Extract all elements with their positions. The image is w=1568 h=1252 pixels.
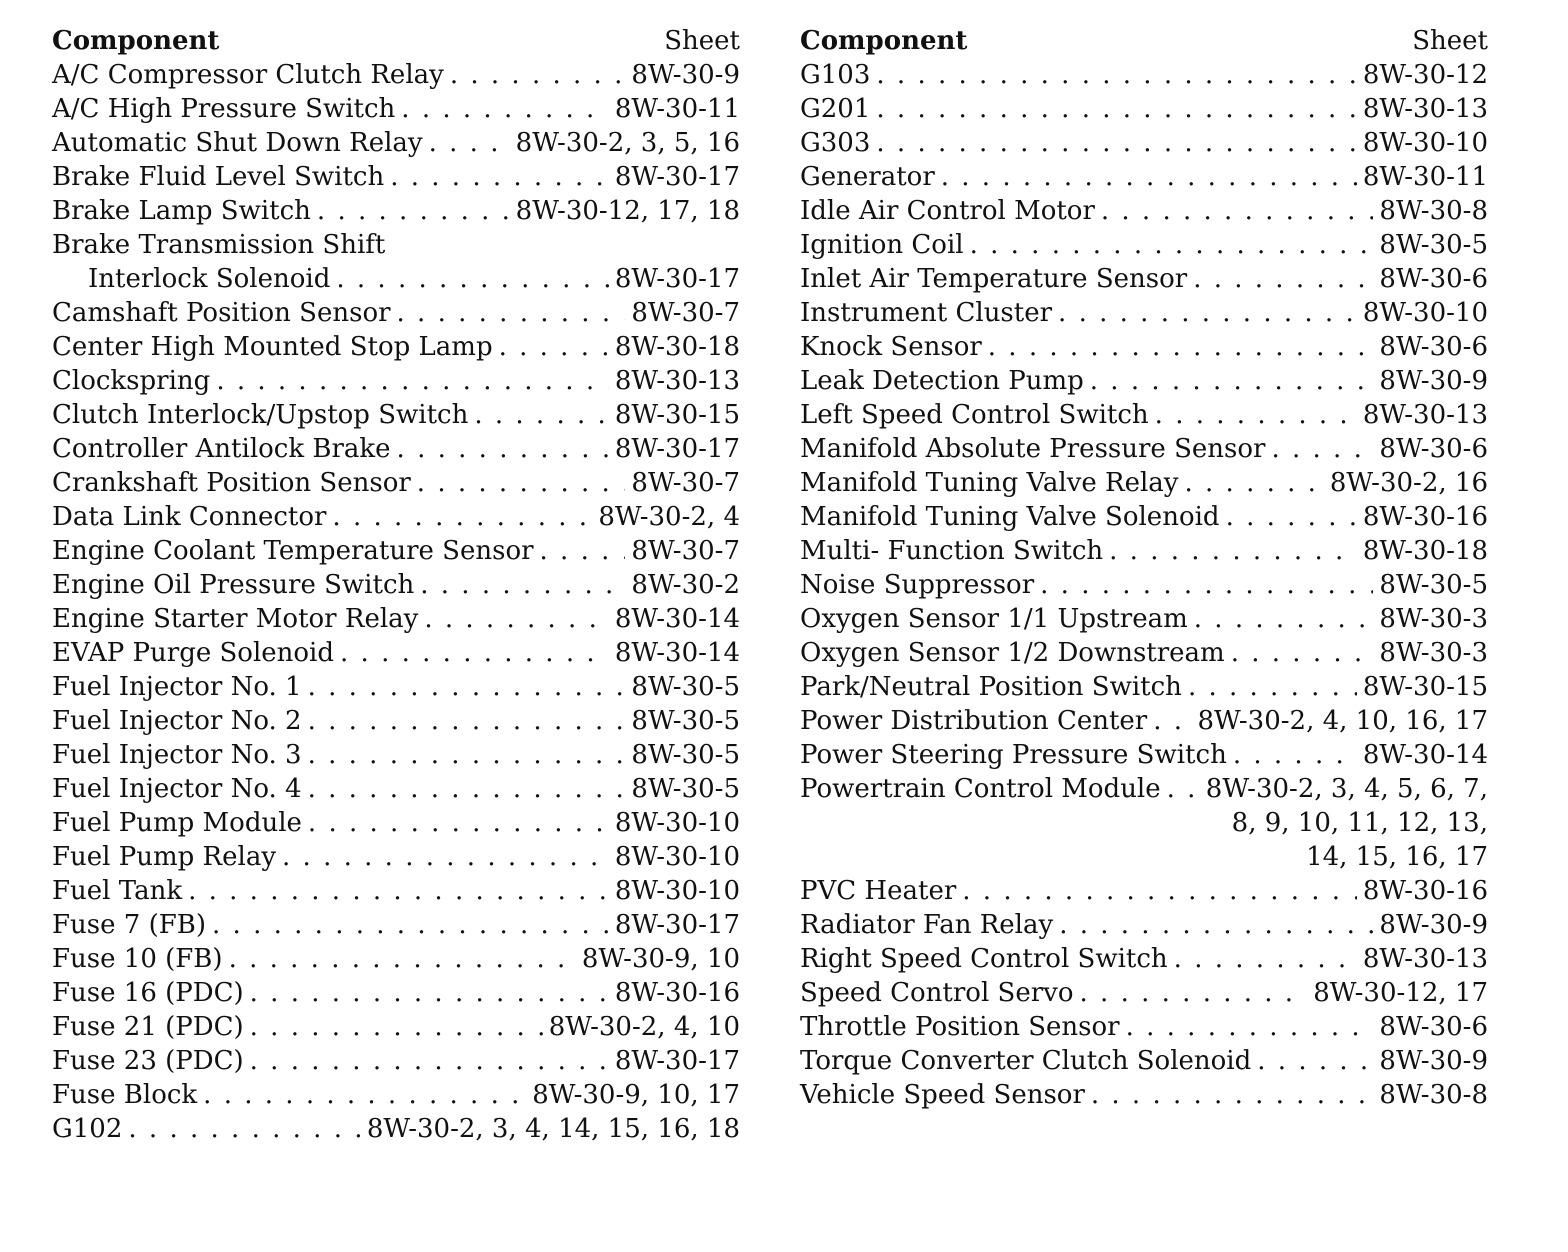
column-header xyxy=(52,26,740,60)
list-item xyxy=(52,298,740,332)
list-item xyxy=(800,400,1488,434)
component-name: Controller Antilock Brake xyxy=(52,434,391,464)
list-item xyxy=(800,1046,1488,1080)
list-item xyxy=(800,434,1488,468)
list-item xyxy=(800,876,1488,910)
sheet-reference: 8W-30-2, 4, 10 xyxy=(548,1012,740,1042)
sheet-reference: 8W-30-14 xyxy=(614,604,740,634)
component-name: Ignition Coil xyxy=(800,230,964,260)
component-name: Interlock Solenoid xyxy=(88,264,331,294)
dot-leader xyxy=(1126,1012,1374,1042)
sheet-reference: 8W-30-14 xyxy=(614,638,740,668)
sheet-reference: 8W-30-6 xyxy=(1379,264,1488,294)
sheet-reference: 8W-30-14 xyxy=(1362,740,1488,770)
component-name: Center High Mounted Stop Lamp xyxy=(52,332,493,362)
dot-leader xyxy=(1193,264,1373,294)
dot-leader xyxy=(390,162,609,192)
dot-leader xyxy=(1188,672,1357,702)
component-name: Power Steering Pressure Switch xyxy=(800,740,1227,770)
sheet-reference: 8W-30-6 xyxy=(1379,1012,1488,1042)
dot-leader xyxy=(1167,774,1200,804)
dot-leader xyxy=(1194,604,1374,634)
list-item xyxy=(800,1080,1488,1114)
sheet-reference: 8W-30-8 xyxy=(1379,1080,1488,1110)
component-name: Noise Suppressor xyxy=(800,570,1035,600)
dot-leader xyxy=(988,332,1374,362)
list-item xyxy=(52,944,740,978)
list-item xyxy=(800,196,1488,230)
sheet-reference: 8W-30-5 xyxy=(1379,570,1488,600)
list-item xyxy=(52,128,740,162)
sheet-reference: 8W-30-18 xyxy=(614,332,740,362)
component-name: A/C High Pressure Switch xyxy=(52,94,396,124)
column-header xyxy=(800,26,1488,60)
list-item xyxy=(52,332,740,366)
dot-leader xyxy=(216,366,609,396)
list-item xyxy=(52,536,740,570)
list-item xyxy=(52,434,740,468)
list-item xyxy=(800,740,1488,774)
dot-leader xyxy=(188,876,609,906)
component-name: Camshaft Position Sensor xyxy=(52,298,391,328)
component-name: Inlet Air Temperature Sensor xyxy=(800,264,1188,294)
list-item xyxy=(800,638,1488,672)
component-name: Fuse 23 (PDC) xyxy=(52,1046,244,1076)
component-name: Park/Neutral Position Switch xyxy=(800,672,1182,702)
component-name: G102 xyxy=(52,1114,123,1144)
right-column xyxy=(800,26,1488,1114)
component-list xyxy=(52,60,740,1148)
list-item xyxy=(800,1012,1488,1046)
dot-leader xyxy=(203,1080,526,1110)
component-name: Oxygen Sensor 1/2 Downstream xyxy=(800,638,1225,668)
sheet-reference: 8W-30-13 xyxy=(614,366,740,396)
sheet-reference: 8W-30-18 xyxy=(1362,536,1488,566)
component-name: PVC Heater xyxy=(800,876,957,906)
sheet-reference: 8W-30-5 xyxy=(631,774,740,804)
component-name: Manifold Tuning Valve Solenoid xyxy=(800,502,1220,532)
dot-leader xyxy=(250,978,609,1008)
sheet-reference: 8W-30-8 xyxy=(1379,196,1488,226)
component-name: Powertrain Control Module xyxy=(800,774,1161,804)
dot-leader xyxy=(1271,434,1373,464)
list-item xyxy=(800,162,1488,196)
list-item xyxy=(52,706,740,740)
dot-leader xyxy=(397,298,626,328)
list-item xyxy=(52,400,740,434)
list-item xyxy=(800,672,1488,706)
component-name: Instrument Cluster xyxy=(800,298,1053,328)
dot-leader xyxy=(1091,1080,1374,1110)
dot-leader xyxy=(540,536,626,566)
sheet-reference: 8W-30-7 xyxy=(631,536,740,566)
list-item xyxy=(52,1114,740,1148)
sheet-reference: 8W-30-9 xyxy=(1379,1046,1488,1076)
dot-leader xyxy=(397,434,609,464)
component-name: Power Distribution Center xyxy=(800,706,1148,736)
component-list xyxy=(800,60,1488,1114)
sheet-reference: 8W-30-2, 4, 10, 16, 17 xyxy=(1197,706,1488,736)
dot-leader xyxy=(1185,468,1324,498)
list-item xyxy=(800,332,1488,366)
list-item xyxy=(52,468,740,502)
sheet-reference: 8W-30-6 xyxy=(1379,332,1488,362)
list-item xyxy=(52,60,740,94)
component-name: Fuel Tank xyxy=(52,876,183,906)
list-item xyxy=(52,978,740,1012)
component-name: Fuel Injector No. 1 xyxy=(52,672,302,702)
dot-leader xyxy=(1090,366,1374,396)
component-name: Brake Fluid Level Switch xyxy=(52,162,385,192)
dot-leader xyxy=(429,128,510,158)
dot-leader xyxy=(128,1114,360,1144)
dot-leader xyxy=(450,60,626,90)
list-item xyxy=(800,230,1488,264)
sheet-reference: 8W-30-9 xyxy=(1379,910,1488,940)
component-name: Multi- Function Switch xyxy=(800,536,1104,566)
component-heading: Component xyxy=(52,26,220,56)
list-item xyxy=(52,230,740,264)
dot-leader xyxy=(1257,1046,1373,1076)
dot-leader xyxy=(282,842,609,872)
list-item xyxy=(800,366,1488,400)
sheet-reference: 8W-30-17 xyxy=(614,264,740,294)
component-name: Engine Starter Motor Relay xyxy=(52,604,419,634)
component-name: G303 xyxy=(800,128,871,158)
list-item xyxy=(52,910,740,944)
list-item xyxy=(800,502,1488,536)
component-name: Torque Converter Clutch Solenoid xyxy=(800,1046,1252,1076)
component-name: Fuse 16 (PDC) xyxy=(52,978,244,1008)
list-item xyxy=(800,536,1488,570)
sheet-reference: 8W-30-2, 4 xyxy=(598,502,740,532)
dot-leader xyxy=(876,94,1356,124)
list-item xyxy=(52,774,740,808)
list-item xyxy=(800,264,1488,298)
dot-leader xyxy=(332,502,592,532)
dot-leader xyxy=(970,230,1374,260)
dot-leader xyxy=(308,672,626,702)
list-item xyxy=(52,842,740,876)
sheet-reference: 8W-30-17 xyxy=(614,162,740,192)
dot-leader xyxy=(308,740,626,770)
component-name: Throttle Position Sensor xyxy=(800,1012,1120,1042)
sheet-reference: 8W-30-5 xyxy=(631,740,740,770)
sheet-reference: 8W-30-15 xyxy=(614,400,740,430)
sheet-reference: 8W-30-5 xyxy=(1379,230,1488,260)
sheet-reference: 8W-30-12 xyxy=(1362,60,1488,90)
list-item xyxy=(52,162,740,196)
component-name: Generator xyxy=(800,162,935,192)
sheet-continuation: 8, 9, 10, 11, 12, 13, xyxy=(1231,808,1488,838)
sheet-reference: 8W-30-2, 3, 4, 14, 15, 16, 18 xyxy=(366,1114,740,1144)
list-item xyxy=(52,672,740,706)
component-name: Speed Control Servo xyxy=(800,978,1074,1008)
dot-leader xyxy=(308,706,626,736)
sheet-reference: 8W-30-2, 3, 4, 5, 6, 7, xyxy=(1205,774,1488,804)
dot-leader xyxy=(401,94,609,124)
dot-leader xyxy=(1109,536,1357,566)
dot-leader xyxy=(962,876,1357,906)
list-item xyxy=(800,128,1488,162)
component-name: Clockspring xyxy=(52,366,211,396)
sheet-reference: 8W-30-16 xyxy=(614,978,740,1008)
dot-leader xyxy=(250,1046,609,1076)
dot-leader xyxy=(250,1012,543,1042)
component-name: Crankshaft Position Sensor xyxy=(52,468,411,498)
dot-leader xyxy=(317,196,510,226)
component-name: Fuse 10 (FB) xyxy=(52,944,223,974)
dot-leader xyxy=(229,944,576,974)
dot-leader xyxy=(499,332,609,362)
sheet-reference: 8W-30-17 xyxy=(614,910,740,940)
component-name: Fuel Pump Module xyxy=(52,808,302,838)
component-name: Left Speed Control Switch xyxy=(800,400,1149,430)
component-name: Brake Lamp Switch xyxy=(52,196,311,226)
sheet-reference: 8W-30-3 xyxy=(1379,638,1488,668)
dot-leader xyxy=(1231,638,1374,668)
component-name: Fuel Pump Relay xyxy=(52,842,277,872)
sheet-heading: Sheet xyxy=(664,26,740,56)
dot-leader xyxy=(876,60,1356,90)
sheet-reference: 8W-30-9, 10, 17 xyxy=(532,1080,740,1110)
component-name: Leak Detection Pump xyxy=(800,366,1084,396)
component-heading: Component xyxy=(800,26,968,56)
list-item xyxy=(800,978,1488,1012)
sheet-reference: 8W-30-12, 17, 18 xyxy=(515,196,740,226)
component-name: Clutch Interlock/Upstop Switch xyxy=(52,400,469,430)
sheet-reference: 8W-30-5 xyxy=(631,672,740,702)
list-item xyxy=(52,1012,740,1046)
sheet-reference: 8W-30-2, 3, 5, 16 xyxy=(515,128,740,158)
component-name: Fuel Injector No. 4 xyxy=(52,774,302,804)
sheet-reference: 8W-30-10 xyxy=(1362,128,1488,158)
list-item xyxy=(800,604,1488,638)
component-name: Data Link Connector xyxy=(52,502,327,532)
list-item xyxy=(800,298,1488,332)
sheet-reference: 8W-30-12, 17 xyxy=(1313,978,1488,1008)
sheet-continuation: 14, 15, 16, 17 xyxy=(1306,842,1488,872)
dot-leader xyxy=(308,774,626,804)
left-column xyxy=(52,26,740,1148)
sheet-reference: 8W-30-9 xyxy=(631,60,740,90)
list-item xyxy=(800,706,1488,740)
list-item xyxy=(800,774,1488,808)
sheet-reference: 8W-30-13 xyxy=(1362,944,1488,974)
list-item xyxy=(52,196,740,230)
sheet-reference: 8W-30-10 xyxy=(614,876,740,906)
component-name: Idle Air Control Motor xyxy=(800,196,1095,226)
sheet-reference: 8W-30-6 xyxy=(1379,434,1488,464)
sheet-reference: 8W-30-7 xyxy=(631,298,740,328)
component-name: Fuse 7 (FB) xyxy=(52,910,207,940)
sheet-reference: 8W-30-2 xyxy=(631,570,740,600)
dot-leader xyxy=(1040,570,1373,600)
list-item xyxy=(800,570,1488,604)
dot-leader xyxy=(1101,196,1374,226)
sheet-reference: 8W-30-16 xyxy=(1362,502,1488,532)
sheet-reference: 8W-30-5 xyxy=(631,706,740,736)
component-name: Fuel Injector No. 2 xyxy=(52,706,302,736)
component-name: Right Speed Control Switch xyxy=(800,944,1168,974)
dot-leader xyxy=(876,128,1356,158)
list-item xyxy=(800,60,1488,94)
dot-leader xyxy=(1174,944,1357,974)
list-item xyxy=(800,94,1488,128)
component-name: G103 xyxy=(800,60,871,90)
list-item xyxy=(800,468,1488,502)
component-name: A/C Compressor Clutch Relay xyxy=(52,60,444,90)
list-item xyxy=(52,808,740,842)
sheet-reference: 8W-30-2, 16 xyxy=(1329,468,1488,498)
sheet-reference: 8W-30-10 xyxy=(1362,298,1488,328)
list-item xyxy=(52,94,740,128)
component-name: Engine Oil Pressure Switch xyxy=(52,570,415,600)
component-name: G201 xyxy=(800,94,871,124)
list-item xyxy=(52,604,740,638)
sheet-reference: 8W-30-17 xyxy=(614,1046,740,1076)
component-name: Engine Coolant Temperature Sensor xyxy=(52,536,534,566)
dot-leader xyxy=(474,400,609,430)
list-item xyxy=(52,638,740,672)
list-item xyxy=(52,740,740,774)
dot-leader xyxy=(941,162,1357,192)
sheet-reference: 8W-30-13 xyxy=(1362,400,1488,430)
component-name: Fuse 21 (PDC) xyxy=(52,1012,244,1042)
component-name: Oxygen Sensor 1/1 Upstream xyxy=(800,604,1188,634)
dot-leader xyxy=(212,910,609,940)
dot-leader xyxy=(1058,298,1357,328)
dot-leader xyxy=(424,604,609,634)
component-name: Brake Transmission Shift xyxy=(52,230,386,260)
component-name: Automatic Shut Down Relay xyxy=(52,128,423,158)
list-item xyxy=(52,876,740,910)
list-item xyxy=(52,366,740,400)
sheet-reference: 8W-30-16 xyxy=(1362,876,1488,906)
dot-leader xyxy=(1155,400,1357,430)
sheet-reference: 8W-30-10 xyxy=(614,808,740,838)
list-item xyxy=(800,944,1488,978)
dot-leader xyxy=(1153,706,1191,736)
sheet-reference: 8W-30-9 xyxy=(1379,366,1488,396)
list-item xyxy=(52,264,740,298)
dot-leader xyxy=(340,638,609,668)
component-name: Knock Sensor xyxy=(800,332,982,362)
sheet-heading: Sheet xyxy=(1412,26,1488,56)
dot-leader xyxy=(336,264,609,294)
component-name: Manifold Absolute Pressure Sensor xyxy=(800,434,1266,464)
sheet-reference: 8W-30-9, 10 xyxy=(581,944,740,974)
component-name: Radiator Fan Relay xyxy=(800,910,1054,940)
component-name: Manifold Tuning Valve Relay xyxy=(800,468,1179,498)
component-name: Vehicle Speed Sensor xyxy=(800,1080,1085,1110)
sheet-reference: 8W-30-7 xyxy=(631,468,740,498)
list-item xyxy=(52,1046,740,1080)
dot-leader xyxy=(1226,502,1357,532)
dot-leader xyxy=(308,808,609,838)
sheet-reference: 8W-30-11 xyxy=(614,94,740,124)
sheet-reference: 8W-30-15 xyxy=(1362,672,1488,702)
list-item xyxy=(52,502,740,536)
dot-leader xyxy=(420,570,625,600)
component-name: Fuel Injector No. 3 xyxy=(52,740,302,770)
component-name: Fuse Block xyxy=(52,1080,198,1110)
sheet-reference: 8W-30-10 xyxy=(614,842,740,872)
sheet-reference: 8W-30-17 xyxy=(614,434,740,464)
dot-leader xyxy=(1233,740,1357,770)
sheet-reference: 8W-30-13 xyxy=(1362,94,1488,124)
list-item xyxy=(52,570,740,604)
dot-leader xyxy=(1059,910,1373,940)
sheet-reference: 8W-30-3 xyxy=(1379,604,1488,634)
sheet-reference: 8W-30-11 xyxy=(1362,162,1488,192)
list-item xyxy=(52,1080,740,1114)
dot-leader xyxy=(417,468,626,498)
list-item xyxy=(800,910,1488,944)
dot-leader xyxy=(1080,978,1308,1008)
component-name: EVAP Purge Solenoid xyxy=(52,638,335,668)
